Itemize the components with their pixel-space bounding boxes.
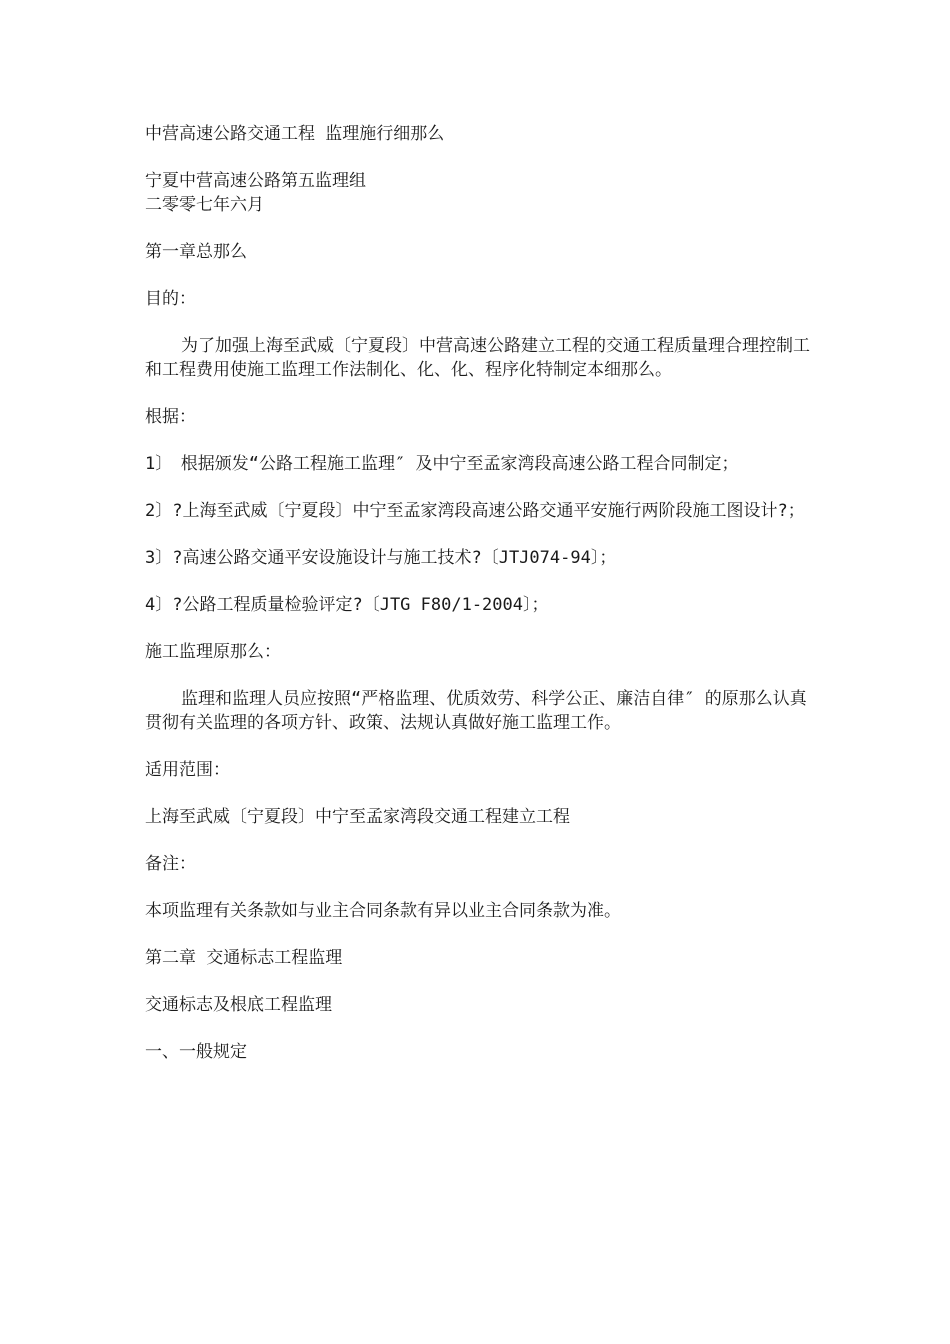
organization-name: 宁夏中营高速公路第五监理组: [145, 171, 366, 191]
scope-heading: 适用范围：: [145, 760, 230, 780]
note-heading: 备注：: [145, 854, 196, 874]
scope-paragraph: 上海至武威〔宁夏段〕中宁至孟家湾段交通工程建立工程: [145, 807, 570, 827]
chapter-1-heading: 第一章总那么: [145, 242, 247, 262]
basis-heading: 根据：: [145, 407, 196, 427]
purpose-paragraph: 为了加强上海至武威〔宁夏段〕中营高速公路建立工程的交通工程质量理合理控制工和工程费用使施工监理工作法制化、化、化、程序化特制定本细那么。: [145, 336, 810, 380]
basis-item-3: 3〕?高速公路交通平安设施设计与施工技术?〔JTJ074-94〕；: [145, 548, 617, 568]
chapter-2-heading: 第二章 交通标志工程监理: [145, 948, 343, 968]
purpose-heading: 目的：: [145, 289, 196, 309]
document-body: [145, 122, 810, 1087]
principle-heading: 施工监理原那么：: [145, 642, 281, 662]
basis-item-2: 2〕?上海至武威〔宁夏段〕中宁至孟家湾段高速公路交通平安施行两阶段施工图设计?；: [145, 501, 805, 521]
note-paragraph: 本项监理有关条款如与业主合同条款有异以业主合同条款为准。: [145, 901, 621, 921]
basis-item-1: 1〕 根据颁发“公路工程施工监理″ 及中宁至孟家湾段高速公路工程合同制定；: [145, 454, 739, 474]
principle-paragraph: 监理和监理人员应按照“严格监理、优质效劳、科学公正、廉洁自律″ 的原那么认真贯彻有关监理的各项方针、政策、法规认真做好施工监理工作。: [145, 689, 807, 733]
basis-item-4: 4〕?公路工程质量检验评定?〔JTG F80/1-2004〕；: [145, 595, 549, 615]
document-title: 中营高速公路交通工程 监理施行细那么: [145, 124, 445, 144]
subsection-1-heading: 一、一般规定: [145, 1042, 247, 1062]
section-1-heading: 交通标志及根底工程监理: [145, 995, 332, 1015]
document-date: 二零零七年六月: [145, 195, 264, 215]
